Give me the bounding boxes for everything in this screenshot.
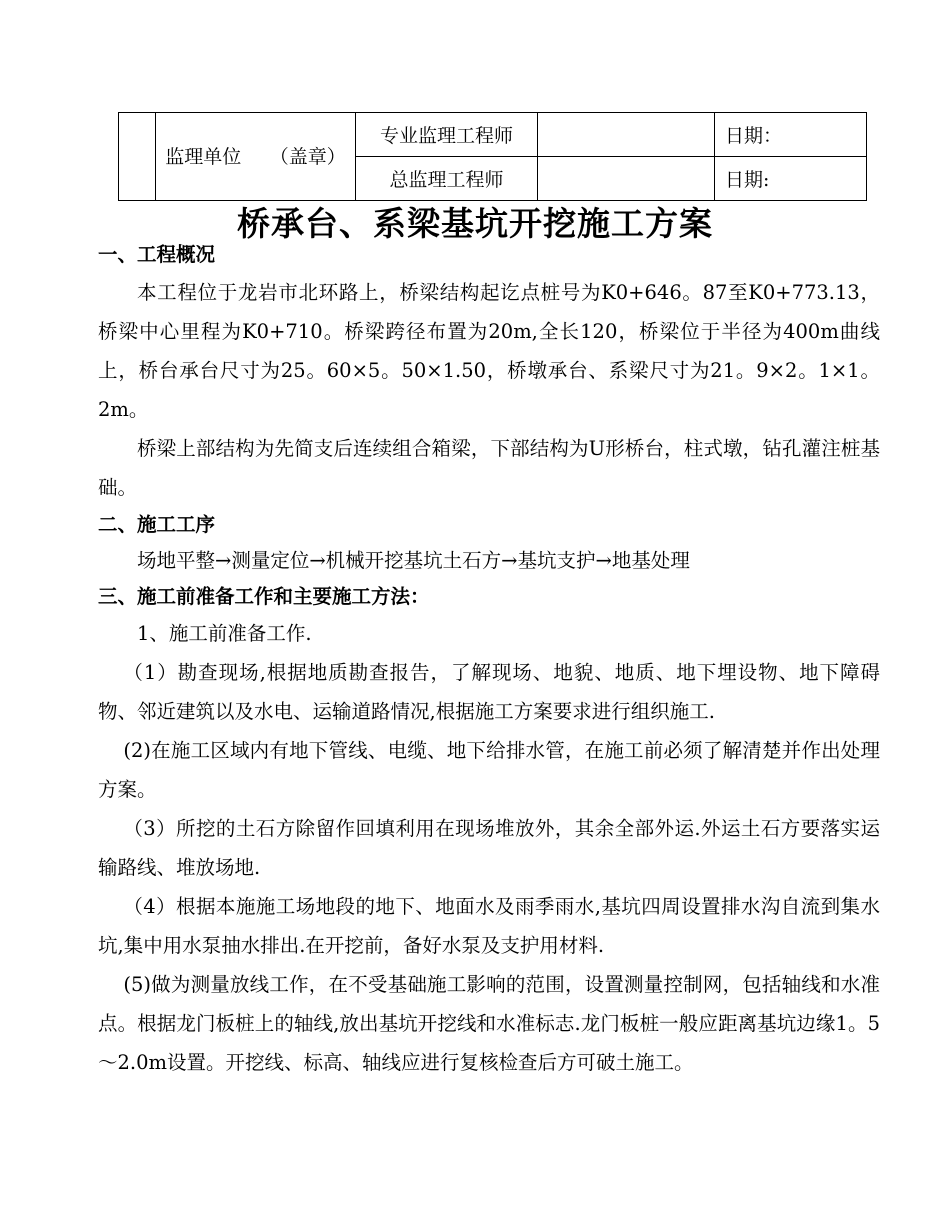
blank-cell: [119, 113, 156, 201]
chief-engineer-label: 总监理工程师: [356, 157, 538, 201]
supervision-unit-label: 监理单位 （盖章）: [165, 145, 346, 168]
section-heading-preparation: 三、施工前准备工作和主要施工方法：: [98, 585, 430, 608]
preparation-item-1: （1）勘查现场,根据地质勘查报告，了解现场、地貌、地质、地下埋设物、地下障碍物、邻近建筑以及水电、运输道路情况,根据施工方案要求进行组织施工.: [98, 661, 880, 723]
chief-signature-field[interactable]: [538, 157, 715, 201]
specialist-engineer-label: 专业监理工程师: [356, 113, 538, 157]
specialist-signature-field[interactable]: [538, 113, 715, 157]
preparation-item-2: (2)在施工区域内有地下管线、电缆、地下给排水管，在施工前必须了解清楚并作出处理方案。: [98, 739, 880, 801]
section-heading-procedure: 二、施工工序: [98, 513, 216, 536]
preparation-item-5: (5)做为测量放线工作，在不受基础施工影响的范围，设置测量控制网，包括轴线和水准点。根据龙门板桩上的轴线,放出基坑开挖线和水准标志.龙门板桩一般应距离基坑边缘1。5～2.0m设置。开挖线、标高、轴线应进行复核检查后方可破土施工。: [98, 973, 880, 1074]
specialist-date-label: 日期：: [715, 113, 867, 157]
overview-paragraph-2: 桥梁上部结构为先简支后连续组合箱梁，下部结构为U形桥台，柱式墩，钻孔灌注桩基础。: [98, 437, 880, 499]
preparation-item-3: （3）所挖的土石方除留作回填利用在现场堆放外，其余全部外运.外运土石方要落实运输路线、堆放场地.: [98, 817, 880, 879]
preparation-item-4: （4）根据本施施工场地段的地下、地面水及雨季雨水,基坑四周设置排水沟自流到集水坑,集中用水泵抽水排出.在开挖前，备好水泵及支护用材料.: [98, 895, 880, 957]
overview-paragraph-1: 本工程位于龙岩市北环路上，桥梁结构起讫点桩号为K0+646。87至K0+773.13，桥梁中心里程为K0+710。桥梁跨径布置为20m,全长120，桥梁位于半径为400m曲线上，桥台承台尺寸为25。60×5。50×1.50，桥墩承台、系梁尺寸为21。9×2。1×1。2m。: [98, 281, 880, 421]
supervision-unit-cell: [156, 113, 356, 201]
document-body: [98, 237, 880, 1082]
document-title: 桥承台、系梁基坑开挖施工方案: [237, 204, 713, 243]
signature-table: [118, 112, 867, 201]
preparation-subheading: 1、施工前准备工作.: [137, 622, 312, 645]
chief-date-label: 日期:: [715, 157, 867, 201]
procedure-paragraph: 场地平整→测量定位→机械开挖基坑土石方→基坑支护→地基处理: [137, 549, 690, 572]
signature-row-1: [119, 113, 867, 157]
section-heading-overview: 一、工程概况: [98, 243, 216, 266]
